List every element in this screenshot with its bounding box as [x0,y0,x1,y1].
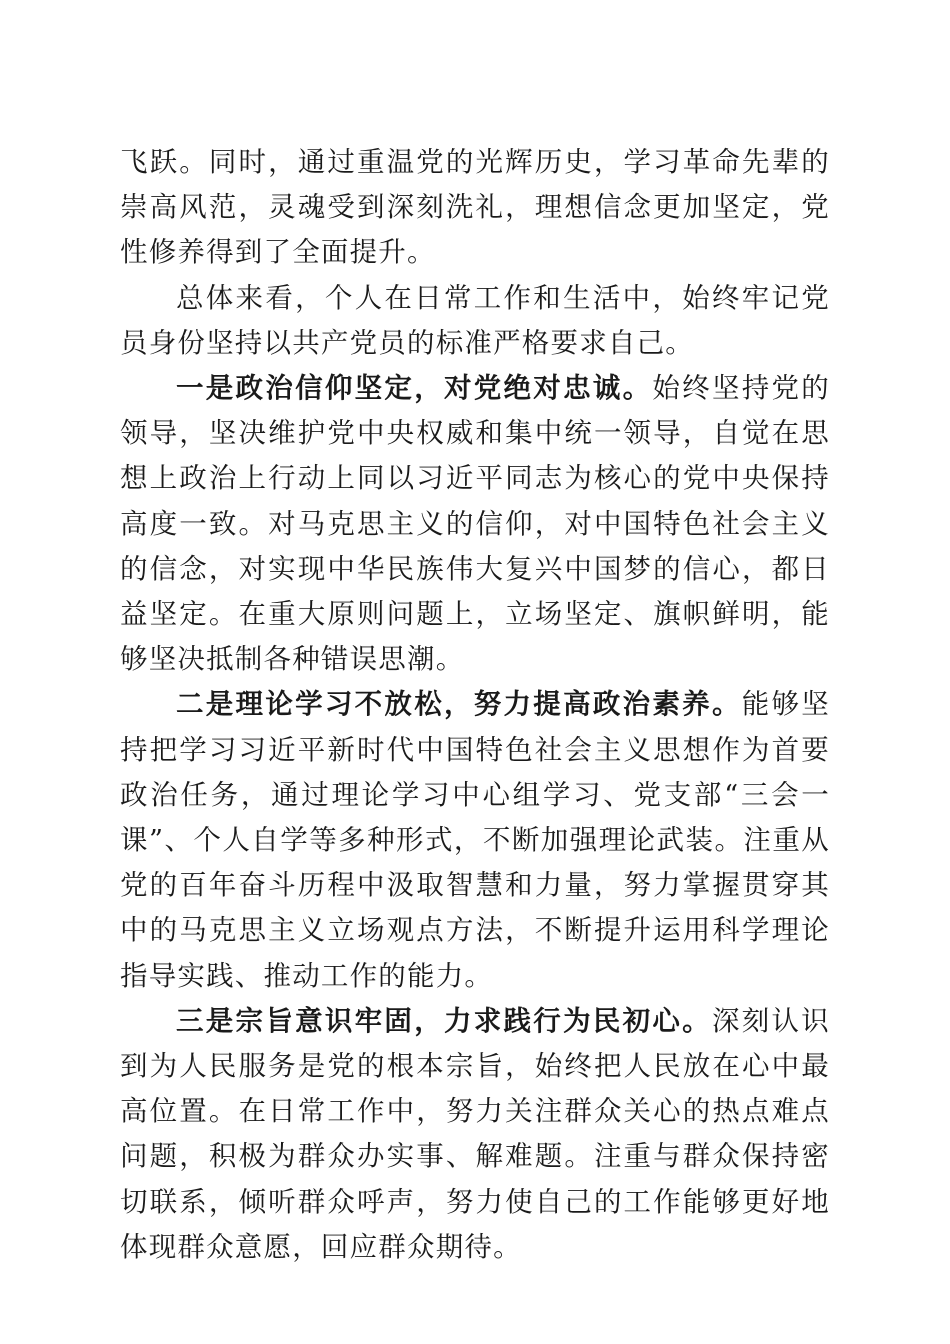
paragraph-point-three [120,999,830,1270]
document-page [120,140,830,1270]
paragraph-text: 飞跃。同时，通过重温党的光辉历史，学习革命先辈的崇高风范，灵魂受到深刻洗礼，理想信念更加坚定，党性修养得到了全面提升。 [120,146,830,269]
paragraph-text: 能够坚持把学习习近平新时代中国特色社会主义思想作为首要政治任务，通过理论学习中心组学习、党支部“三会一课”、个人自学等多种形式，不断加强理论武装。注重从党的百年奋斗历程中汲取智慧和力量，努力掌握贯穿其中的马克思主义立场观点方法，不断提升运用科学理论指导实践、推动工作的能力。 [120,688,830,992]
paragraph-lead-heading: 一是政治信仰坚定，对党绝对忠诚。 [176,372,653,405]
paragraph-lead-heading: 三是宗旨意识牢固，力求践行为民初心。 [176,1004,712,1037]
paragraph-summary [120,276,830,366]
paragraph-lead-heading: 二是理论学习不放松，努力提高政治素养。 [176,688,742,721]
paragraph-text: 总体来看，个人在日常工作和生活中，始终牢记党员身份坚持以共产党员的标准严格要求自己。 [120,281,830,359]
paragraph-point-one [120,366,830,682]
paragraph-continuation [120,140,830,276]
paragraph-text: 始终坚持党的领导，坚决维护党中央权威和集中统一领导，自觉在思想上政治上行动上同以习近平同志为核心的党中央保持高度一致。对马克思主义的信仰，对中国特色社会主义的信念，对实现中华民族伟大复兴中国梦的信心，都日益坚定。在重大原则问题上，立场坚定、旗帜鲜明，能够坚决抵制各种错误思潮。 [120,372,831,676]
paragraph-text: 深刻认识到为人民服务是党的根本宗旨，始终把人民放在心中最高位置。在日常工作中，努力关注群众关心的热点难点问题，积极为群众办实事、解难题。注重与群众保持密切联系，倾听群众呼声，努力使自己的工作能够更好地体现群众意愿，回应群众期待。 [120,1004,830,1263]
paragraph-point-two [120,682,830,998]
